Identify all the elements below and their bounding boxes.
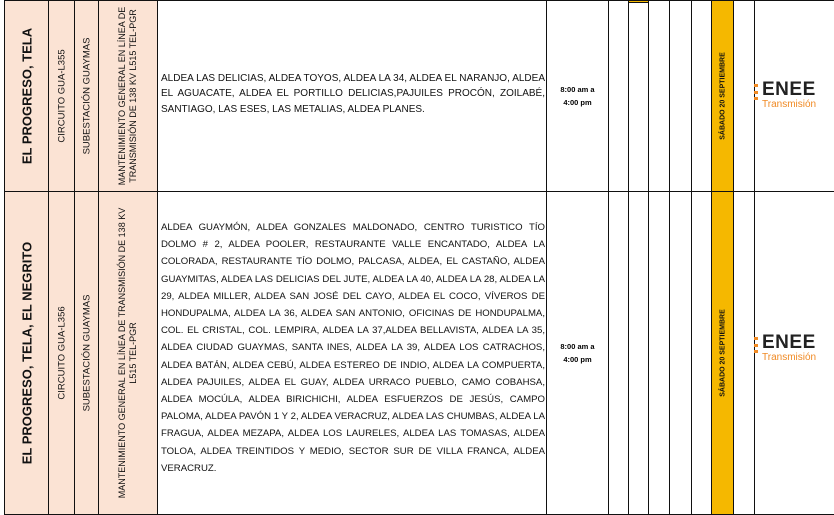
row2-description-cell xyxy=(98,191,158,515)
row1-place-cell xyxy=(4,0,49,192)
row1-time-end: 4:00 pm xyxy=(563,98,592,107)
row1-description-cell xyxy=(98,0,158,192)
row2-time-end: 4:00 pm xyxy=(563,355,592,364)
row2-areas: ALDEA GUAYMÓN, ALDEA GONZALES MALDONADO, CENTRO TURISTICO TÍO DOLMO # 2, ALDEA POOLER, RESTAURANTE VALLE ENCANTADO, ALDEA LA COLORADA, RESTAURANTE TÍO DOLMO, PALCASA, ALDEA, EL CASTAÑO, ALDEA GUAYMITAS, ALDEA LAS DELICIAS DEL JUTE, ALDEA LA 40, ALDEA LA 28, ALDEA LA 29, ALDEA MILLER, ALDEA SAN JOSÉ DEL CAYO, ALDEA EL COCO, VÍVEROS DE HONDUPALMA, ALDEA LA 36, ALDEA SAN ANTONIO, OFICINAS DE HONDUPALMA, COL. EL CRISTAL, COL. LEMPIRA, ALDEA LA 37,ALDEA BELLAVISTA, ALDEA LA 35, ALDEA CIUDAD GUAYMAS, SANTA INES, ALDEA LA 39, ALDEA LOS CATRACHOS, ALDEA BATÁN, ALDEA CEBÚ, ALDEA ESTEREO DE INDIO, ALDEA LA COMPUERTA, ALDEA PAJUILES, ALDEA EL GUAY, ALDEA URRACO PUEBLO, CAMO COBAHSA, ALDEA MOCÚLA, ALDEA BIRICHICHI, ALDEA ESFUERZOS DE JESÚS, CAMPO PALOMA, ALDEA PAVÓN 1 Y 2, ALDEA VERACRUZ, ALDEA LAS CHUMBAS, ALDEA LA FRAGUA, ALDEA MEZAPA, ALDEA LOS LAURELES, ALDEA LAS TOMASAS, ALDEA TOLOA, ALDEA TREINTIDOS Y MEDIO, SECTOR SUR DE VILLA FRANCA, ALDEA VERACRUZ. xyxy=(161,222,545,474)
row1-time-start: 8:00 am a xyxy=(560,85,595,94)
row2-empty-cell xyxy=(691,191,712,515)
row2-place-cell xyxy=(4,191,49,515)
row1-areas-cell xyxy=(157,0,547,192)
row1-empty-cell xyxy=(648,0,670,192)
row1-empty-cell xyxy=(691,0,712,192)
enee-logo xyxy=(755,81,833,113)
row2-circuit-cell xyxy=(48,191,75,515)
row1-circuit: CIRCUITO GUA-L355 xyxy=(56,49,67,143)
row2-place: EL PROGRESO, TELA, EL NEGRITO xyxy=(19,241,34,465)
row1-substation-cell xyxy=(74,0,99,192)
row1-date-cell xyxy=(711,0,734,192)
row2-empty-cell xyxy=(733,191,755,515)
row1-time-cell xyxy=(546,0,609,192)
enee-logo-icon xyxy=(754,337,758,353)
row1-empty-cell xyxy=(628,0,649,192)
logo-sub: Transmisión xyxy=(762,352,817,363)
enee-logo-icon xyxy=(754,84,758,100)
row2-empty-cell xyxy=(669,191,692,515)
row2-empty-cell xyxy=(628,191,649,515)
row1-place: EL PROGRESO, TELA xyxy=(19,27,34,165)
row2-areas-cell xyxy=(157,191,547,515)
row2-circuit: CIRCUITO GUA-L356 xyxy=(56,306,67,400)
row2-substation-cell xyxy=(74,191,99,515)
logo-word: ENEE xyxy=(762,332,816,353)
row1-empty-cell xyxy=(608,0,629,192)
row1-empty-cell xyxy=(669,0,692,192)
row2-description: MANTENIMIENTO GENERAL EN LÍNEA DE TRANSMISIÓN DE 138 KV L515 TEL-PGR xyxy=(117,207,138,499)
logo-word: ENEE xyxy=(762,79,816,100)
row2-date-cell xyxy=(711,191,734,515)
row2-time xyxy=(547,340,608,366)
row1-areas: ALDEA LAS DELICIAS, ALDEA TOYOS, ALDEA LA 34, ALDEA EL NARANJO, ALDEA EL AGUACATE, ALDEA EL PORTILLO DELICIAS,PAJUILES PROCÓN, ZOILABÉ, SANTIAGO, LAS ESES, LAS METALIAS, ALDEA PLANES. xyxy=(161,73,545,115)
row1-description: MANTENIMIENTO GENERAL EN LÍNEA DE TRANSMISIÓN DE 138 KV L515 TEL-PGR xyxy=(117,6,138,186)
row1-substation: SUBESTACIÓN GUAYMAS xyxy=(81,37,92,155)
row1-logo-cell xyxy=(754,0,834,192)
row2-empty-cell xyxy=(608,191,629,515)
row2-logo-cell xyxy=(754,191,834,515)
row2-time-start: 8:00 am a xyxy=(560,342,595,351)
logo-sub: Transmisión xyxy=(762,99,817,110)
row2-substation: SUBESTACIÓN GUAYMAS xyxy=(81,294,92,412)
row1-empty-cell xyxy=(733,0,755,192)
row1-circuit-cell xyxy=(48,0,75,192)
row1-date: SÁBADO 20 SEPTIEMBRE xyxy=(719,52,726,140)
row2-date: SÁBADO 20 SEPTIEMBRE xyxy=(719,309,726,397)
enee-logo xyxy=(755,334,833,366)
row2-empty-cell xyxy=(648,191,670,515)
row1-time xyxy=(547,83,608,109)
row2-time-cell xyxy=(546,191,609,515)
